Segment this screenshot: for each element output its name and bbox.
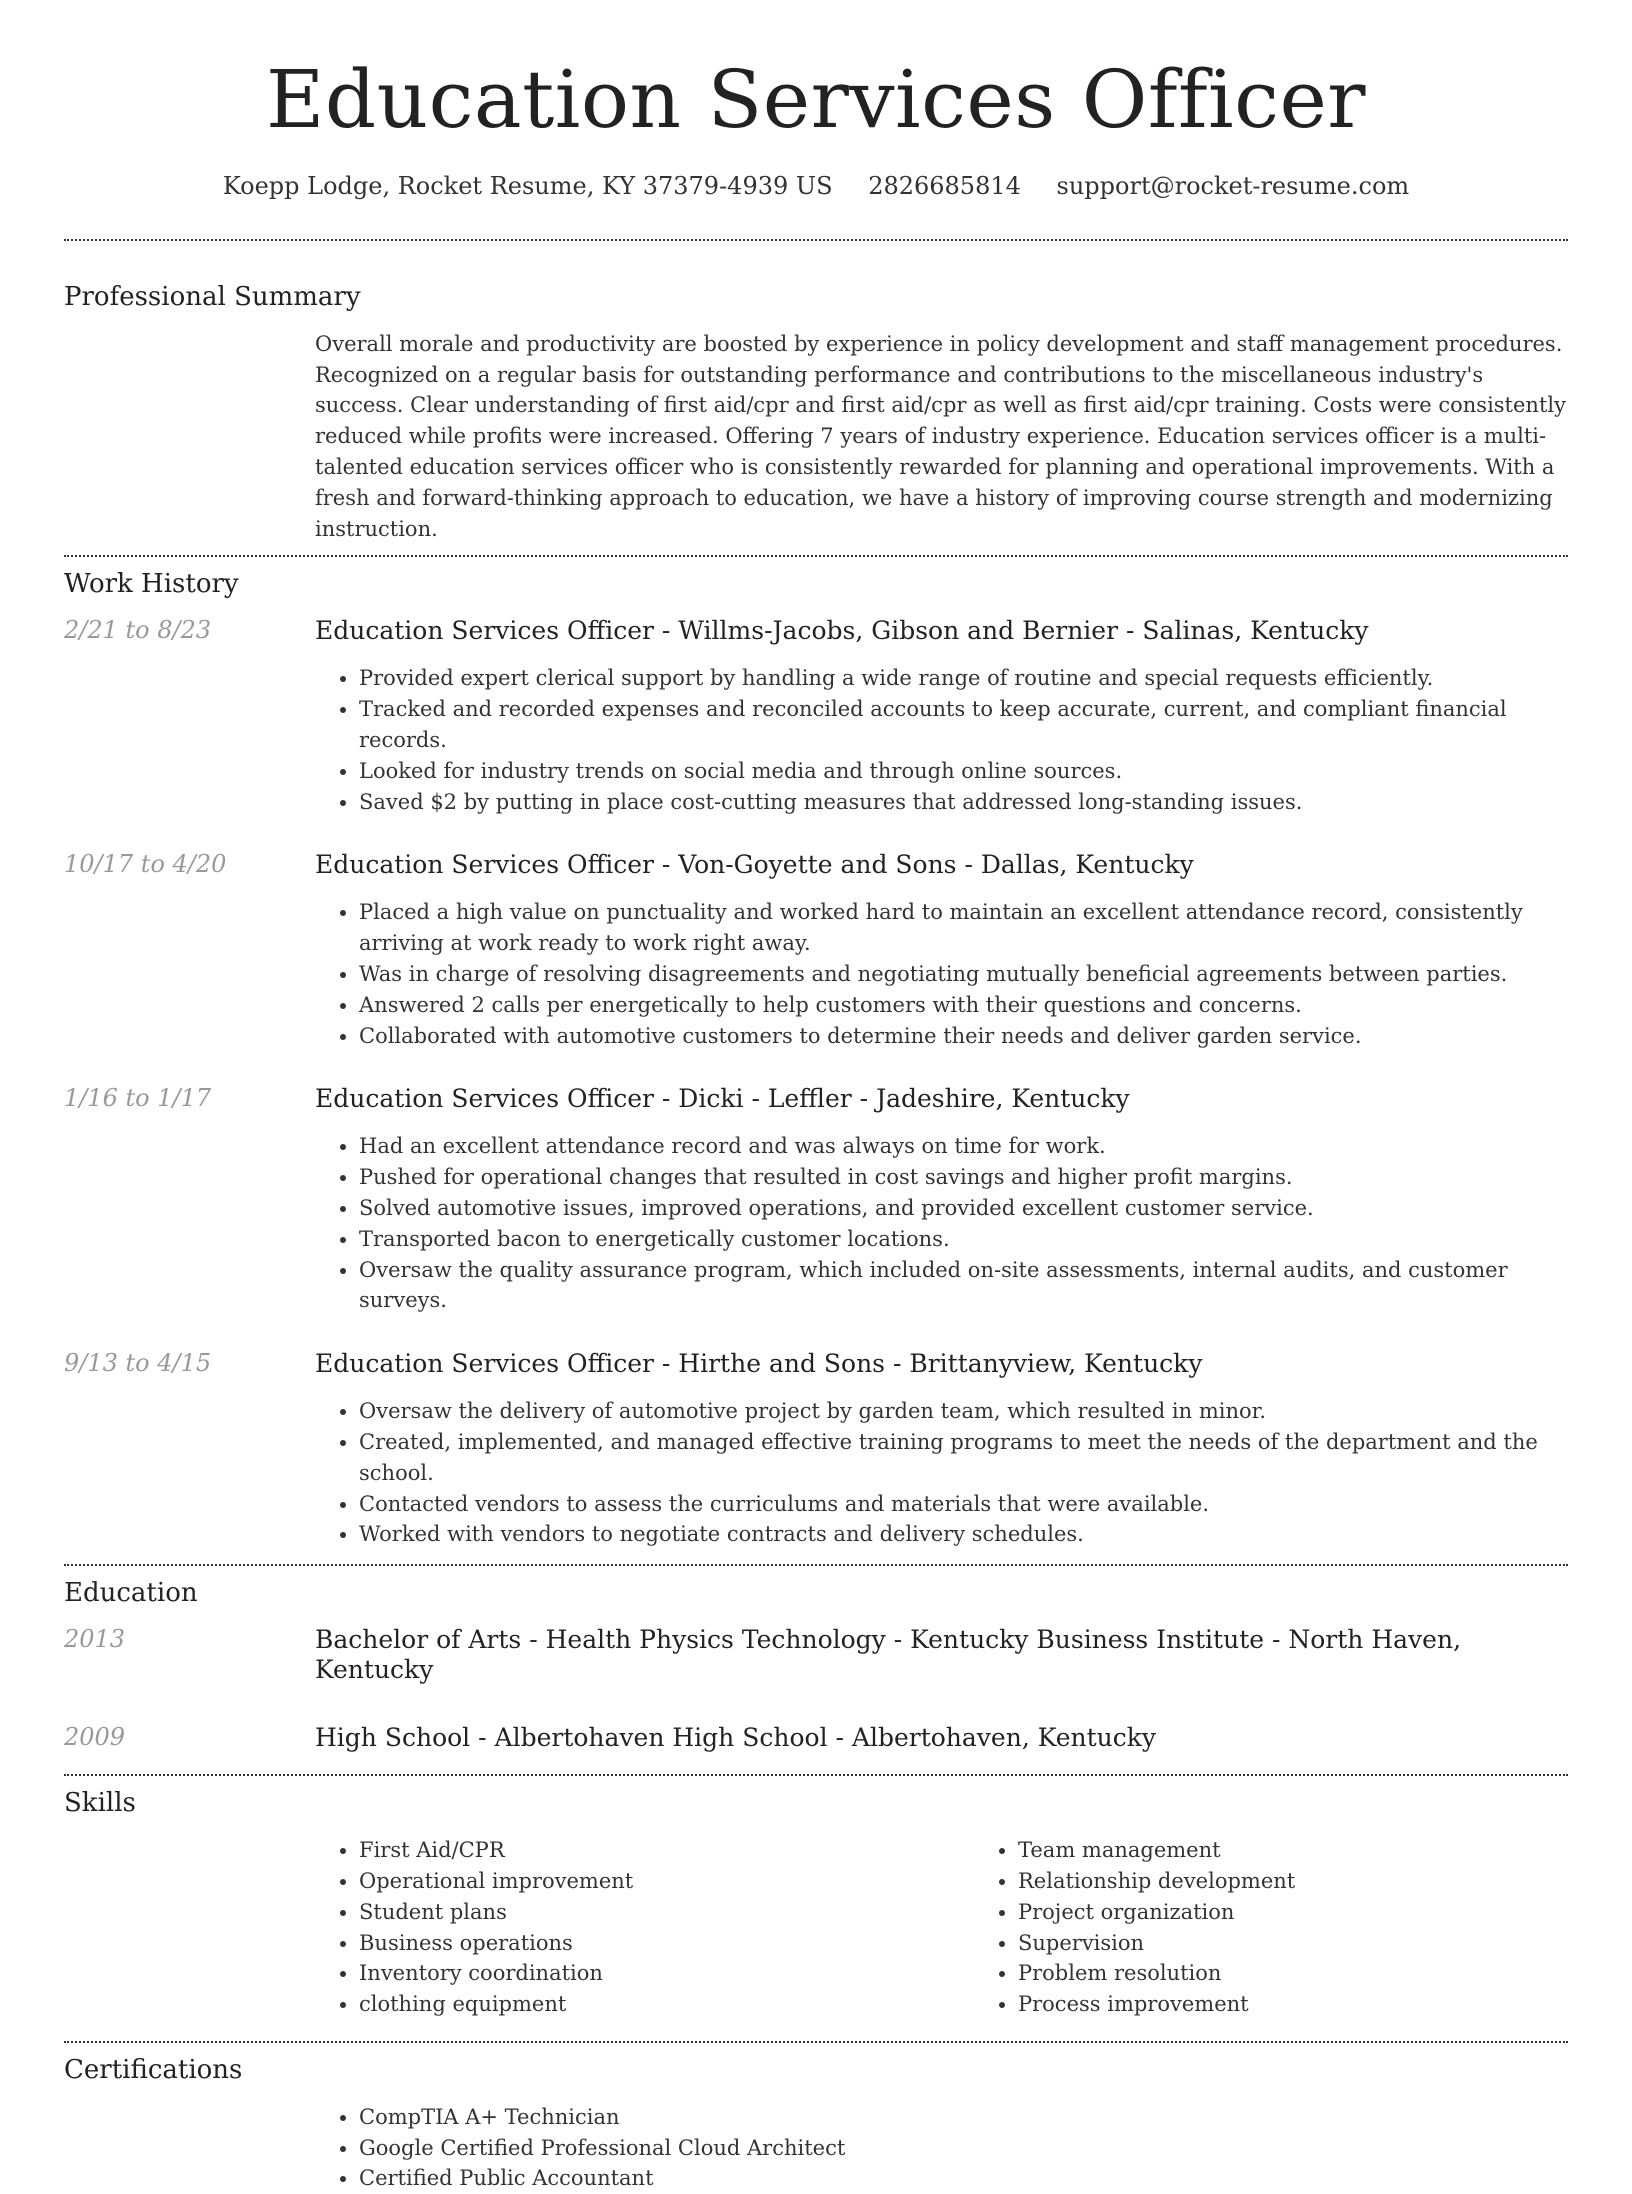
skill-item: • Relationship development bbox=[1018, 1866, 1632, 1897]
bullet-item: • Oversaw the delivery of automotive project by garden team, which resulted in minor. bbox=[359, 1396, 1568, 1427]
section-title-skills: Skills bbox=[64, 1788, 136, 1819]
bullet-item: • Tracked and recorded expenses and reconciled accounts to keep accurate, current, and compliant financial records. bbox=[359, 694, 1568, 756]
contact-phone: 2826685814 bbox=[868, 172, 1021, 200]
work-dates: 2/21 to 8/23 bbox=[64, 616, 212, 645]
skill-item: • Inventory coordination bbox=[359, 1958, 974, 1989]
bullet-item: • Looked for industry trends on social media and through online sources. bbox=[359, 756, 1568, 787]
bullet-item: • Saved $2 by putting in place cost-cutting measures that addressed long-standing issues. bbox=[359, 787, 1568, 818]
summary-text: Overall morale and productivity are boosted by experience in policy development and staff management procedures. Recognized on a regular basis for outstanding performance and contributions to the miscellaneous industry's success. Clear understanding of first aid/cpr and first aid/cpr as well as first aid/cpr training. Costs were consistently reduced while profits were increased. Offering 7 years of industry experience. Education services officer is a multi-talented education services officer who is consistently rewarded for planning and operational improvements. With a fresh and forward-thinking approach to education, we have a history of improving course strength and modernizing instruction. bbox=[315, 331, 1566, 541]
bullet-item: • Pushed for operational changes that resulted in cost savings and higher profit margins. bbox=[359, 1162, 1568, 1193]
certification-item: • Certified Public Accountant bbox=[359, 2163, 1568, 2194]
job-bullets bbox=[315, 1396, 1568, 1550]
work-entry bbox=[64, 1084, 1568, 1316]
divider bbox=[64, 555, 1568, 557]
education-heading: High School - Albertohaven High School - Albertohaven, Kentucky bbox=[315, 1723, 1157, 1753]
certifications-section bbox=[64, 2102, 1568, 2194]
section-title-work-history: Work History bbox=[64, 569, 239, 600]
work-dates: 9/13 to 4/15 bbox=[64, 1349, 212, 1378]
certifications-list bbox=[315, 2102, 1568, 2194]
bullet-item: • Was in charge of resolving disagreements and negotiating mutually beneficial agreements between parties. bbox=[359, 959, 1568, 990]
bullet-item: • Created, implemented, and managed effective training programs to meet the needs of the department and the school. bbox=[359, 1427, 1568, 1489]
section-title-education: Education bbox=[64, 1578, 198, 1609]
bullet-item: • Oversaw the quality assurance program, which included on-site assessments, internal audits, and customer surveys. bbox=[359, 1255, 1568, 1317]
certification-item: • CompTIA A+ Technician bbox=[359, 2102, 1568, 2133]
work-dates: 1/16 to 1/17 bbox=[64, 1084, 212, 1113]
job-heading: Education Services Officer - Von-Goyette and Sons - Dallas, Kentucky bbox=[315, 850, 1194, 880]
job-bullets bbox=[315, 663, 1568, 817]
bullet-item: • Had an excellent attendance record and was always on time for work. bbox=[359, 1131, 1568, 1162]
bullet-item: • Contacted vendors to assess the curriculums and materials that were available. bbox=[359, 1489, 1568, 1520]
bullet-item: • Collaborated with automotive customers to determine their needs and deliver garden service. bbox=[359, 1021, 1568, 1052]
work-dates: 10/17 to 4/20 bbox=[64, 850, 227, 879]
work-entry bbox=[64, 850, 1568, 1051]
work-entry bbox=[64, 616, 1568, 817]
certification-item: • Google Certified Professional Cloud Architect bbox=[359, 2133, 1568, 2164]
job-bullets bbox=[315, 1131, 1568, 1316]
skill-item: • Project organization bbox=[1018, 1897, 1632, 1928]
summary-section bbox=[64, 329, 1568, 545]
job-heading: Education Services Officer - Willms-Jacobs, Gibson and Bernier - Salinas, Kentucky bbox=[315, 616, 1369, 646]
bullet-item: • Solved automotive issues, improved operations, and provided excellent customer service. bbox=[359, 1193, 1568, 1224]
education-entry bbox=[64, 1723, 1568, 1753]
skill-item: • Operational improvement bbox=[359, 1866, 974, 1897]
divider bbox=[64, 1774, 1568, 1776]
work-entry bbox=[64, 1349, 1568, 1550]
section-title-certifications: Certifications bbox=[64, 2054, 243, 2085]
bullet-item: • Provided expert clerical support by handling a wide range of routine and special requests efficiently. bbox=[359, 663, 1568, 694]
skill-item: • First Aid/CPR bbox=[359, 1835, 974, 1866]
education-year: 2009 bbox=[64, 1723, 126, 1752]
contact-address: Koepp Lodge, Rocket Resume, KY 37379-4939 US bbox=[222, 172, 833, 200]
education-heading: Bachelor of Arts - Health Physics Technology - Kentucky Business Institute - North Haven, Kentucky bbox=[315, 1625, 1462, 1685]
section-title-summary: Professional Summary bbox=[64, 281, 361, 312]
skills-list-right bbox=[974, 1835, 1632, 2020]
skill-item: • Student plans bbox=[359, 1897, 974, 1928]
divider bbox=[64, 239, 1568, 241]
skill-item: • Business operations bbox=[359, 1928, 974, 1959]
summary-left-spacer bbox=[64, 329, 315, 545]
skill-item: • Team management bbox=[1018, 1835, 1632, 1866]
contact-line bbox=[64, 172, 1568, 201]
skill-item: • Process improvement bbox=[1018, 1989, 1632, 2020]
job-heading: Education Services Officer - Hirthe and Sons - Brittanyview, Kentucky bbox=[315, 1349, 1203, 1379]
education-year: 2013 bbox=[64, 1625, 126, 1654]
bullet-item: • Worked with vendors to negotiate contracts and delivery schedules. bbox=[359, 1519, 1568, 1550]
bullet-item: • Transported bacon to energetically customer locations. bbox=[359, 1224, 1568, 1255]
skills-section bbox=[64, 1835, 1568, 2020]
certifications-left-spacer bbox=[64, 2102, 315, 2194]
contact-email: support@rocket-resume.com bbox=[1056, 172, 1410, 200]
divider bbox=[64, 2041, 1568, 2043]
skill-item: • clothing equipment bbox=[359, 1989, 974, 2020]
job-heading: Education Services Officer - Dicki - Leffler - Jadeshire, Kentucky bbox=[315, 1084, 1130, 1114]
resume-name: Education Services Officer bbox=[265, 53, 1367, 146]
job-bullets bbox=[315, 897, 1568, 1051]
divider bbox=[64, 1564, 1568, 1566]
skill-item: • Supervision bbox=[1018, 1928, 1632, 1959]
skills-left-spacer bbox=[64, 1835, 315, 2020]
bullet-item: • Answered 2 calls per energetically to help customers with their questions and concerns. bbox=[359, 990, 1568, 1021]
skill-item: • Problem resolution bbox=[1018, 1958, 1632, 1989]
skills-list-left bbox=[315, 1835, 974, 2020]
education-entry bbox=[64, 1625, 1568, 1685]
bullet-item: • Placed a high value on punctuality and worked hard to maintain an excellent attendance record, consistently arriving at work ready to work right away. bbox=[359, 897, 1568, 959]
